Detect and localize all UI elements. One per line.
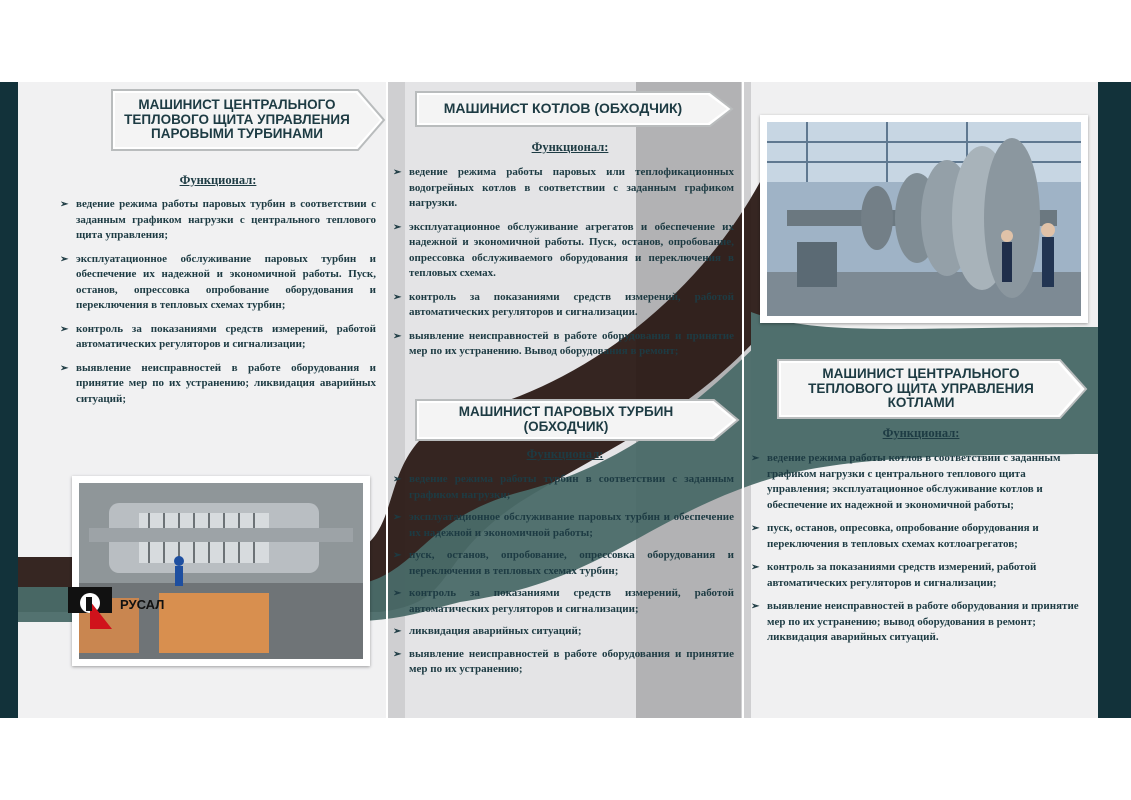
right-function-heading: Функционал: bbox=[882, 426, 960, 440]
turbines-duties-list bbox=[393, 472, 734, 685]
list-item: ➢ эксплуатационное обслуживание агрегатов и обеспечение их надежной и экономичной работы. Пуск, останов, опробование, опрессовка обслуживаемого оборудования и переключения в тепловых схемах. bbox=[393, 220, 734, 279]
panel-divider bbox=[386, 82, 388, 718]
list-item: ➢ ведение режима работы паровых или теплофикационных водогрейных котлов в соответствии с заданным графиком нагрузки. bbox=[393, 166, 734, 209]
boilers-function-heading: Функционал: bbox=[531, 140, 609, 154]
list-item: ➢ контроль за показаниями средств измерений, работой автоматических регуляторов и сигнализации; bbox=[393, 587, 734, 615]
list-item: ➢ пуск, останов, опресовка, опробование оборудования и переключения в тепловых схемах котлоагрегатов; bbox=[751, 522, 1039, 550]
middle-title-banner-turbines bbox=[414, 398, 740, 442]
list-item: ➢ контроль за показаниями средств измерений, работой автоматических регуляторов и сигнализации; bbox=[751, 561, 1037, 589]
rusal-logo-icon bbox=[68, 587, 114, 634]
list-item: ➢ выявление неисправностей в работе оборудования и принятие мер по их устранению. Вывод оборудования в ремонт; bbox=[393, 329, 734, 357]
boilers-duties-list bbox=[393, 165, 734, 368]
right-duties-list bbox=[751, 451, 1083, 654]
list-item: ➢ ликвидация аварийных ситуаций; bbox=[393, 625, 582, 637]
list-item: ➢ ведение режима работы паровых турбин в соответствии с заданным графиком нагрузки с центрального теплового щита управления; bbox=[60, 198, 376, 241]
list-item: ➢ пуск, останов, опробование, опрессовка оборудования и переключения в тепловых схемах турбин; bbox=[393, 549, 734, 577]
left-title: МАШИНИСТ ЦЕНТРАЛЬНОГО ТЕПЛОВОГО ЩИТА УПРАВЛЕНИЯ ПАРОВЫМИ ТУРБИНАМИ bbox=[124, 97, 350, 142]
left-duties-list bbox=[60, 197, 376, 415]
turbine-rotor-photo bbox=[760, 115, 1088, 323]
list-item: ➢ эксплуатационное обслуживание паровых турбин и обеспечение их надежной и экономичной работы. Пуск, останов, опрессовка опробование оборудования и переключения в тепловых схемах турбин; bbox=[60, 252, 376, 311]
boilers-title: МАШИНИСТ КОТЛОВ (ОБХОДЧИК) bbox=[443, 100, 683, 117]
list-item: ➢ выявление неисправностей в работе оборудования и принятие мер по их устранению; ликвидация аварийных ситуаций; bbox=[60, 361, 376, 405]
list-item: ➢ контроль за показаниями средств измерений, работой автоматических регуляторов и сигнализации. bbox=[393, 290, 734, 318]
middle-title-banner-boilers bbox=[414, 90, 734, 128]
panel-divider bbox=[742, 82, 744, 718]
list-item: ➢ ведение режима работы котлов в соответствии с заданным графиком нагрузки с центрального теплового щита управления; эксплуатационное обслуживание котлов и обеспечение их надежной и экономичной работы; bbox=[751, 452, 1061, 511]
turbines-title: МАШИНИСТ ПАРОВЫХ ТУРБИН (ОБХОДЧИК) bbox=[458, 404, 674, 434]
right-title: МАШИНИСТ ЦЕНТРАЛЬНОГО ТЕПЛОВОГО ЩИТА УПРАВЛЕНИЯ КОТЛАМИ bbox=[808, 366, 1034, 411]
list-item: ➢ выявление неисправностей в работе оборудования и принятие мер по их устранению; вывод оборудования в ремонт; ликвидация аварийных ситуаций. bbox=[751, 600, 1079, 643]
list-item: ➢ эксплуатационное обслуживание паровых турбин и обеспечение их надежной и экономичной работы; bbox=[393, 511, 734, 539]
list-item: ➢ ведение режима работы турбин в соответствии с заданным графиком нагрузки; bbox=[393, 473, 734, 501]
logo-text: РУСАЛ bbox=[120, 597, 165, 612]
left-title-banner bbox=[110, 88, 386, 152]
left-function-heading: Функционал: bbox=[179, 173, 257, 187]
right-title-banner bbox=[776, 358, 1088, 420]
turbines-function-heading: Функционал: bbox=[526, 447, 604, 461]
turbine-hall-photo bbox=[72, 476, 370, 666]
list-item: ➢ контроль за показаниями средств измерений, работой автоматических регуляторов и сигнализации; bbox=[60, 322, 376, 350]
list-item: ➢ выявление неисправностей в работе оборудования и принятие мер по их устранению; bbox=[393, 647, 734, 675]
